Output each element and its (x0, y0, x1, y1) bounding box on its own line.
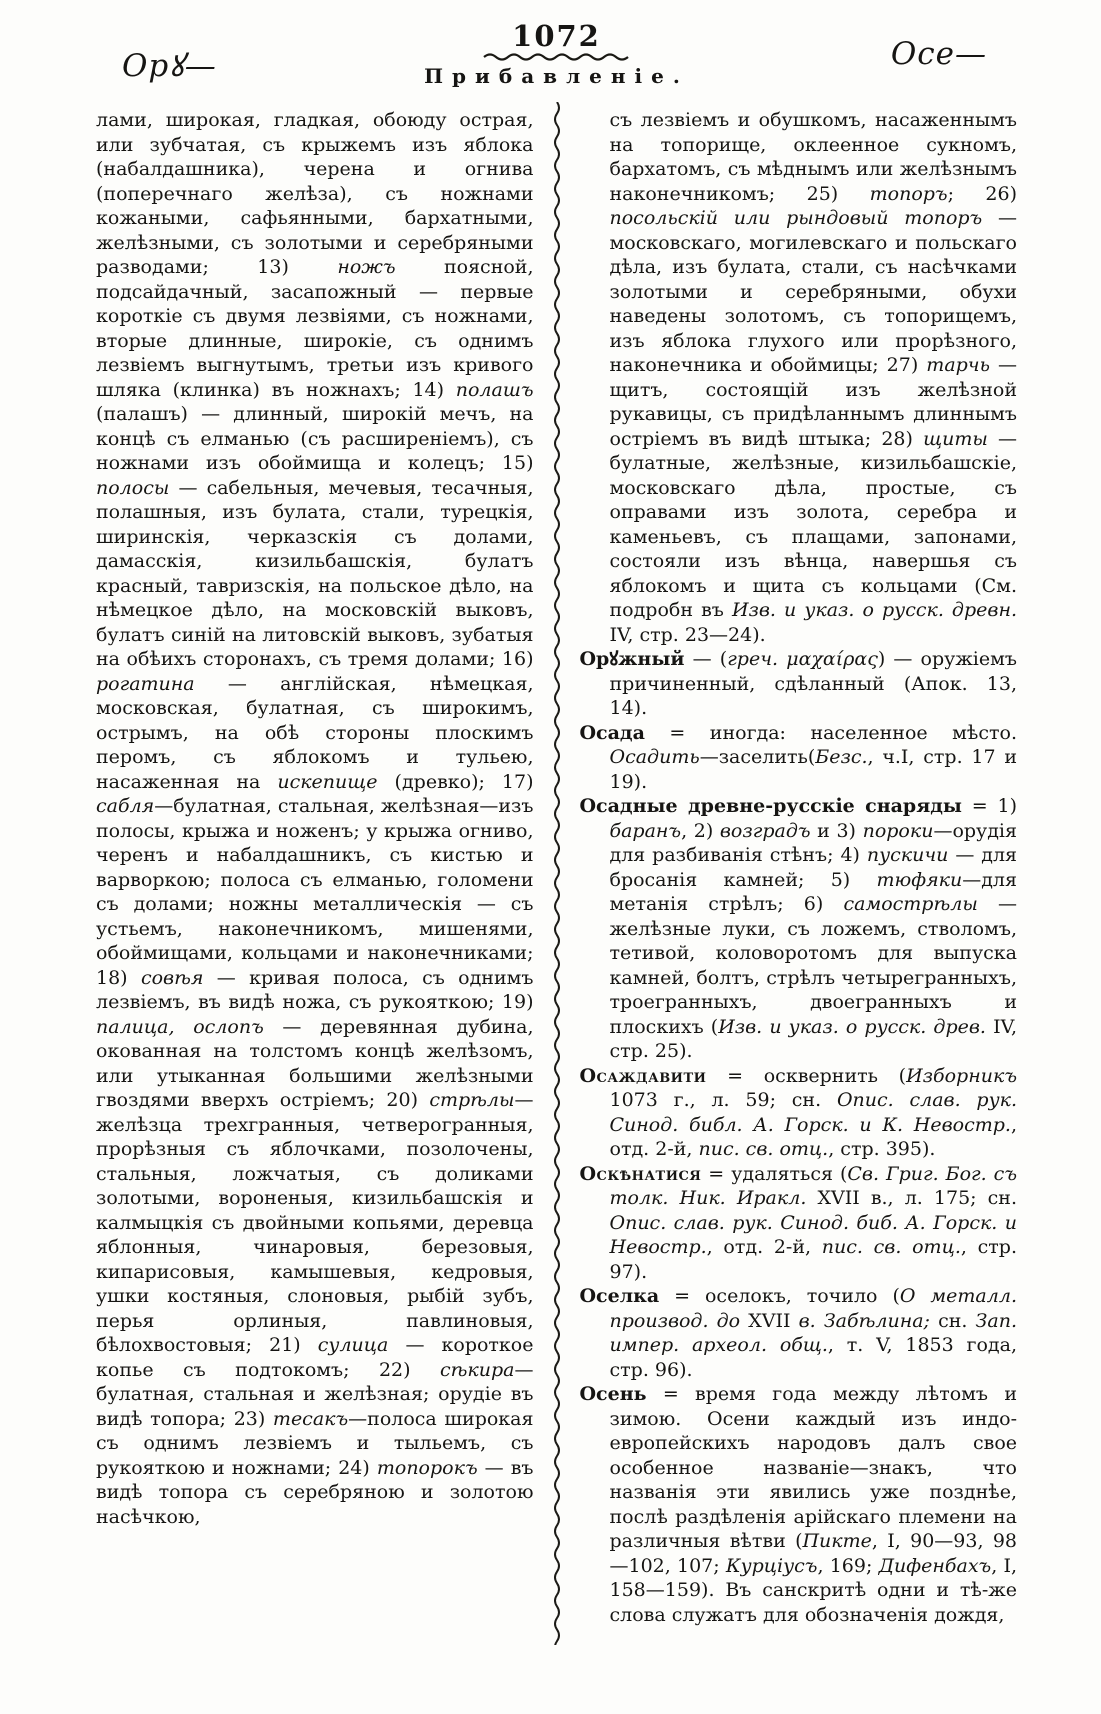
text-columns (96, 108, 1017, 1627)
entry (580, 1284, 1018, 1382)
entry-body: = осквернить (Изборникъ 1073 г., л. 59; сн. Опис. слав. рук. Синод. библ. А. Горск. и К. Невостр., отд. 2-й, пис. св. отц., стр. 395). (609, 1064, 1018, 1160)
entry-headword: Орꙋжный (579, 648, 685, 670)
right-column-continuation: съ лезвіемъ и обушкомъ, насаженнымъ на топорище, оклеенное сукномъ, бархатомъ, съ мѣднымъ или желѣзнымъ наконечникомъ; 25) топоръ; 26) посольскій или рындовый топоръ — московскаго, могилевскаго и польскаго дѣла, изъ булата, стали, съ насѣчками золотыми и серебряными, обухи наведены золотомъ, съ топорищемъ, изъ яблока глухого или прорѣзного, наконечника и обоймицы; 27) тарчь — щитъ, состоящій изъ желѣзной рукавицы, съ придѣланнымъ длиннымъ остріемъ въ видѣ штыка; 28) щиты — булатные, желѣзные, кизильбашскіе, московскаго дѣла, простые, съ оправами изъ золота, серебра и каменьевъ, съ плащами, запонами, состояли изъ вѣнца, навершья съ яблокомъ и щита съ кольцами (См. подробн въ Изв. и указ. о русск. древн. IV, стр. 23—24). (609, 109, 1018, 646)
page-header (96, 19, 1017, 108)
entry (580, 721, 1018, 795)
page-number-underline-squiggle (482, 52, 632, 62)
entry-headword: Оселка (579, 1285, 660, 1307)
entry-headword: Осада (579, 721, 645, 744)
entry-headword: Осадные древне-русскіе снаряды (579, 795, 962, 817)
entry-body: = оселокъ, точило (О металл. производ. до XVII в. Забѣлина; сн. Зап. импер. археол. общ., т. V, 1853 года, стр. 96). (609, 1285, 1017, 1381)
entry-body: = иногда: населенное мѣсто. Осадить—заселить(Безс., ч.I, стр. 17 и 19). (609, 721, 1017, 793)
entry-body: = время года между лѣтомъ и зимою. Осени каждый изъ индо-европейскихъ народовъ далъ свое особенное названіе—знакъ, что названія эти явились уже позднѣе, послѣ раздѣленія арійскаго племени на различныя вѣтви (Пикте, I, 90—93, 98—102, 107; Курціусъ, 169; Дифенбахъ, I, 158—159). Въ санскритѣ одни и тѣ-же слова служатъ для обозначенія дождя, (609, 1383, 1017, 1626)
header-center (96, 19, 1017, 88)
entry (580, 647, 1018, 721)
entry-headword: Осаждавити (579, 1064, 707, 1087)
left-column (96, 108, 534, 1627)
column-divider (552, 102, 561, 1645)
entry-body: = 1) баранъ, 2) возградъ и 3) пороки—орудія для разбиванія стѣнъ; 4) пускичи — для бросанія камней; 5) тюфяки—для метанія стрѣлъ; 6) самострѣлы — желѣзные луки, съ ложемъ, стволомъ, тетивой, коловоротомъ для выпуска камней, болтъ, стрѣлъ четырегранныхъ, троегранныхъ, двоегранныхъ и плоскихъ (Изв. и указ. о русск. древ. IV, стр. 25). (609, 795, 1018, 1062)
entry-headword: Оскѣнатися (579, 1162, 702, 1185)
running-head-left: Орꙋ— (122, 48, 217, 84)
entry (580, 1382, 1018, 1627)
page-number: 1072 (512, 19, 601, 53)
right-column (580, 108, 1018, 1627)
section-title: Прибавленіе. (424, 64, 689, 88)
column-divider-path (555, 102, 559, 1645)
entry (580, 1162, 1018, 1285)
left-column-paragraph: лами, широкая, гладкая, обоюду острая, или зубчатая, съ крыжемъ изъ яблока (набалдашника), черена и огнива (поперечнаго желѣза), съ ножнами кожаными, сафьянными, бархатными, желѣзными, съ золотыми и серебряными разводами; 13) ножъ поясной, подсайдачный, засапожный — первые короткіе съ двумя лезвіями, съ ножнами, вторые длинные, широкіе, съ однимъ лезвіемъ выгнутымъ, третьи изъ кривого шляка (клинка) въ ножнахъ; 14) полашъ (палашъ) — длинный, широкій мечъ, на концѣ съ елманью (съ расширеніемъ), съ ножнами изъ обоймища и колецъ; 15) полосы — сабельныя, мечевыя, тесачныя, полашныя, изъ булата, стали, турецкія, ширинскія, черказскія съ долами, дамасскія, кизильбашскія, булатъ красный, тавризскія, на польское дѣло, на нѣмецкое дѣло, на московскій выковъ, булатъ синій на литовскій выковъ, зубатыя на обѣихъ сторонахъ, съ тремя долами; 16) рогатина — англійская, нѣмецкая, московская, булатная, съ широкимъ, острымъ, на обѣ стороны плоскимъ перомъ, съ яблокомъ и тульею, насаженная на искепище (древко); 17) сабля—булатная, стальная, желѣзная—изъ полосы, крыжа и ноженъ; у крыжа огниво, черенъ и набалдашникъ, съ кистью и варворкою; полоса съ елманью, голомени съ долами; ножны металлическія — съ устьемъ, наконечникомъ, мишенями, обоймищами, кольцами и наконечниками; 18) совѣя — кривая полоса, съ однимъ лезвіемъ, въ видѣ ножа, съ рукояткою; 19) палица, ослопъ — деревянная дубина, окованная на толстомъ концѣ желѣзомъ, или утыканная большими желѣзными гвоздями вверхъ остріемъ; 20) стрѣлы—желѣзца трехгранныя, четверогранныя, прорѣзныя съ яблочками, позолочены, стальныя, ложчатыя, съ доликами золотыми, вороненыя, кизильбашскія и калмыцкія съ двойными копьями, деревца яблонныя, чинаровыя, березовыя, кипарисовыя, камышевыя, кедровыя, ушки костяныя, слоновыя, рыбій зубъ, перья орлиныя, павлиновыя, бѣлохвостовыя; 21) сулица — короткое копье съ подтокомъ; 22) сѣкира—булатная, стальная и желѣзная; орудіе въ видѣ топора; 23) тесакъ—полоса широкая съ однимъ лезвіемъ и тыльемъ, съ рукояткою и ножнами; 24) топорокъ — въ видѣ топора съ серебряною и золотою насѣчкою, (96, 109, 534, 1528)
entry-body: = удаляться (Св. Григ. Бог. съ толк. Ник. Иракл. XVII в., л. 175; сн. Опис. слав. рук. Синод. биб. А. Горск. и Невостр., отд. 2-й, пис. св. отц., стр. 97). (609, 1162, 1017, 1283)
entry (580, 794, 1018, 1064)
entry-headword: Осень (579, 1383, 647, 1405)
entry-body: — (греч. μαχαίρας) — оружіемъ причиненный, сдѣланный (Апок. 13, 14). (609, 648, 1017, 719)
entry (580, 1064, 1018, 1162)
running-head-right: Осе— (890, 36, 987, 72)
entries (580, 647, 1018, 1627)
